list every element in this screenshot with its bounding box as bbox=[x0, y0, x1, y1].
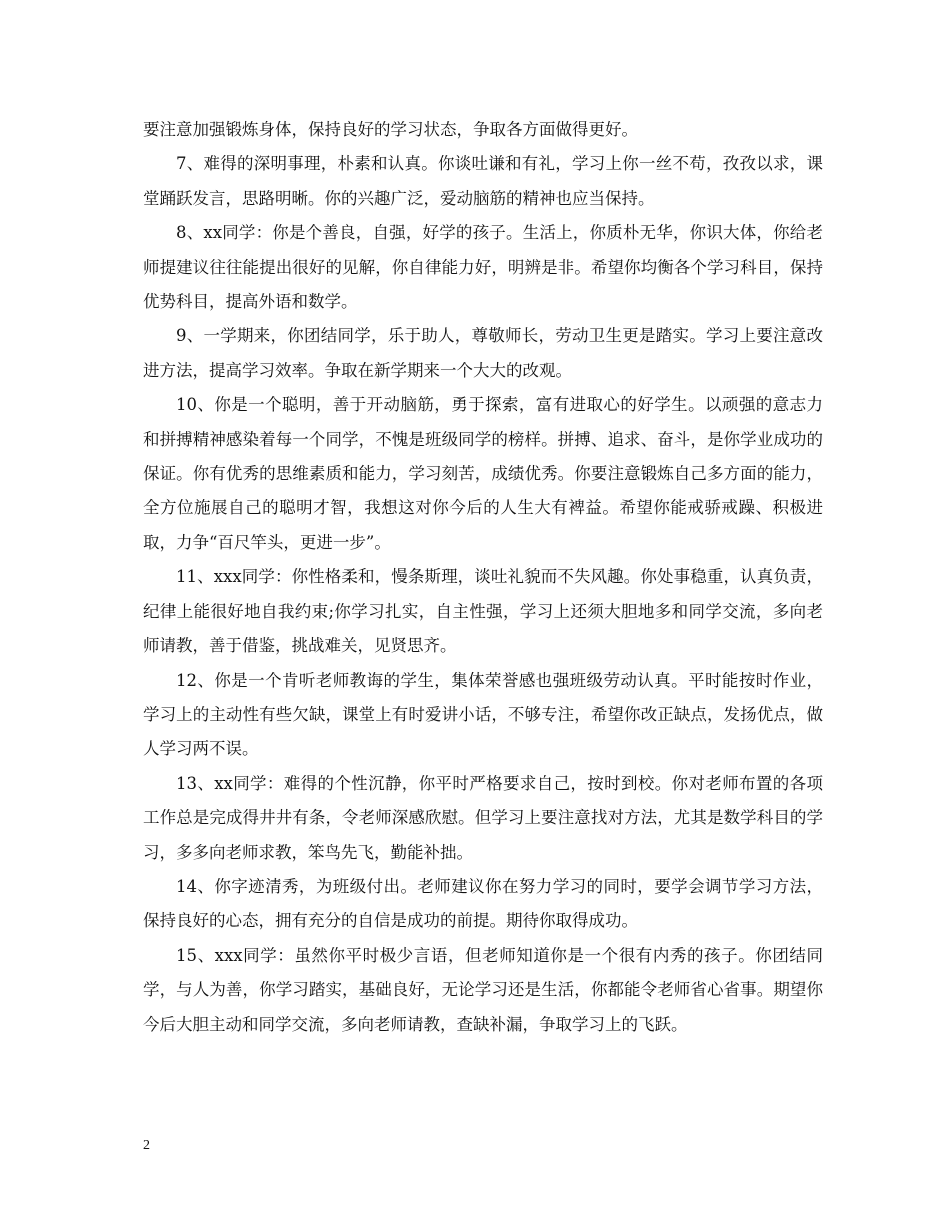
paragraph-continuation: 要注意加强锻炼身体，保持良好的学习状态，争取各方面做得更好。 bbox=[143, 120, 638, 139]
comment-paragraph-8: 8、xx同学：你是个善良，自强，好学的孩子。生活上，你质朴无华，你识大体，你给老师提建议往往能提出很好的见解，你自律能力好，明辨是非。希望你均衡各个学习科目，保持优势科目，提高外语和数学。 bbox=[143, 223, 823, 312]
comment-paragraph-15: 15、xxx同学：虽然你平时极少言语，但老师知道你是一个很有内秀的孩子。你团结同学，与人为善，你学习踏实，基础良好，无论学习还是生活，你都能令老师省心省事。期望你今后大胆主动和同学交流，多向老师请教，查缺补漏，争取学习上的飞跃。 bbox=[143, 945, 823, 1034]
comment-paragraph-11: 11、xxx同学：你性格柔和，慢条斯理，谈吐礼貌而不失风趣。你处事稳重，认真负责，纪律上能很好地自我约束;你学习扎实，自主性强，学习上还须大胆地多和同学交流，多向老师请教，善于借鉴，挑战难关，见贤思齐。 bbox=[143, 567, 823, 656]
page-number: 2 bbox=[143, 1138, 150, 1153]
document-body bbox=[143, 113, 823, 1042]
comment-paragraph-10: 10、你是一个聪明，善于开动脑筋，勇于探索，富有进取心的好学生。以顽强的意志力和拼搏精神感染着每一个同学，不愧是班级同学的榜样。拼搏、追求、奋斗，是你学业成功的保证。你有优秀的思维素质和能力，学习刻苦，成绩优秀。你要注意锻炼自己多方面的能力，全方位施展自己的聪明才智，我想这对你今后的人生大有裨益。希望你能戒骄戒躁、积极进取，力争“百尺竿头，更进一步”。 bbox=[143, 395, 823, 552]
comment-paragraph-14: 14、你字迹清秀，为班级付出。老师建议你在努力学习的同时，要学会调节学习方法，保持良好的心态，拥有充分的自信是成功的前提。期待你取得成功。 bbox=[143, 876, 823, 931]
comment-paragraph-7: 7、难得的深明事理，朴素和认真。你谈吐谦和有礼，学习上你一丝不苟，孜孜以求，课堂踊跃发言，思路明晰。你的兴趣广泛，爱动脑筋的精神也应当保持。 bbox=[143, 154, 823, 208]
comment-paragraph-9: 9、一学期来，你团结同学，乐于助人，尊敬师长，劳动卫生更是踏实。学习上要注意改进方法，提高学习效率。争取在新学期来一个大大的改观。 bbox=[143, 326, 823, 380]
comment-paragraph-13: 13、xx同学：难得的个性沉静，你平时严格要求自己，按时到校。你对老师布置的各项工作总是完成得井井有条，令老师深感欣慰。但学习上要注意找对方法，尤其是数学科目的学习，多多向老师求教，笨鸟先飞，勤能补拙。 bbox=[143, 773, 823, 862]
comment-paragraph-12: 12、你是一个肯听老师教诲的学生，集体荣誉感也强班级劳动认真。平时能按时作业，学习上的主动性有些欠缺，课堂上有时爱讲小话，不够专注，希望你改正缺点，发扬优点，做人学习两不误。 bbox=[143, 670, 823, 759]
